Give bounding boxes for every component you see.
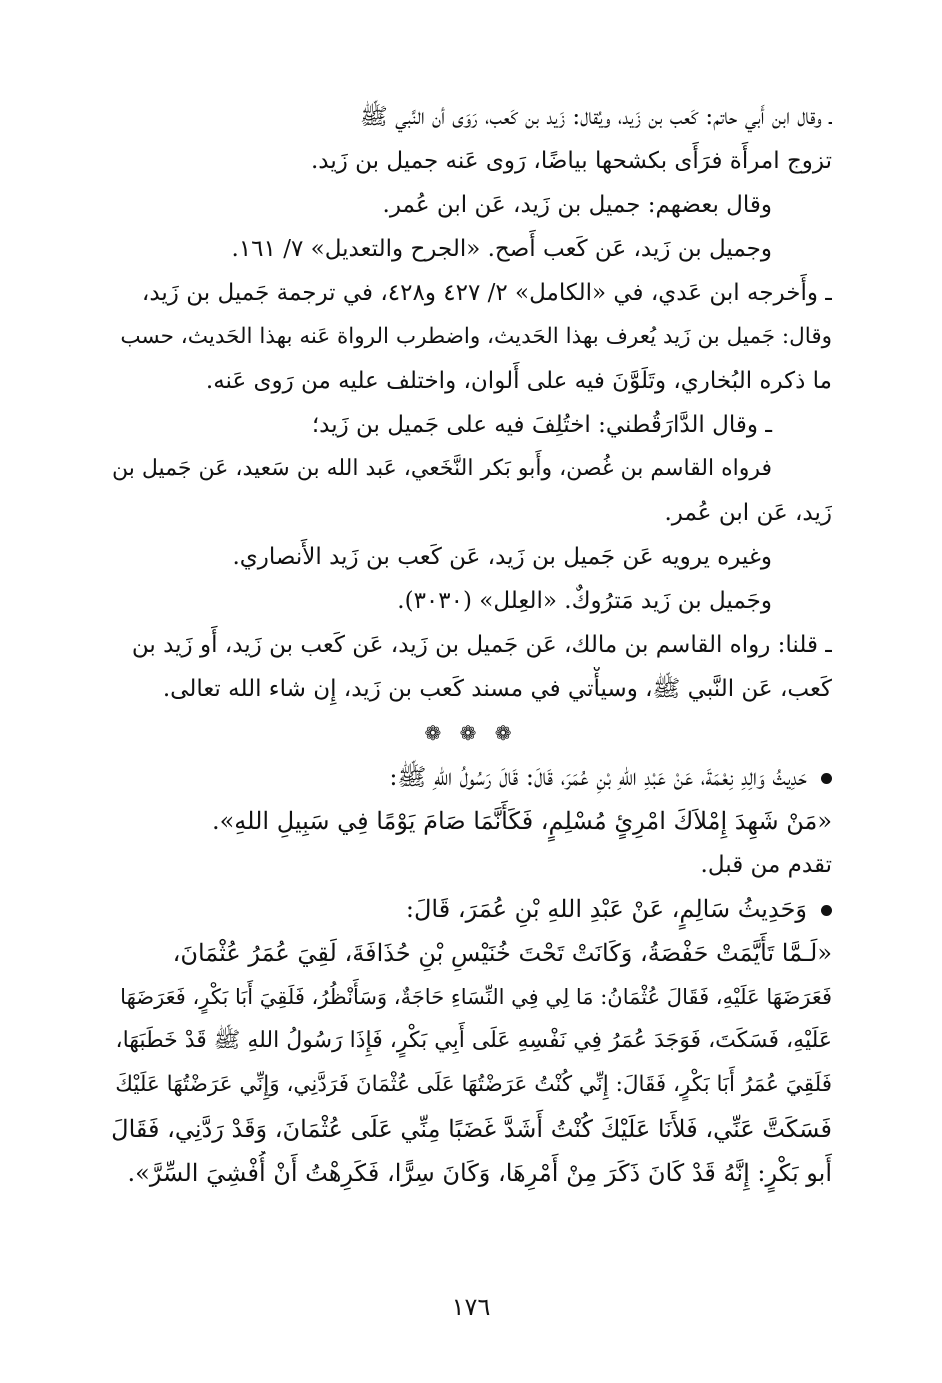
hadith-text-line: فَعَرَضَهَا عَلَيْهِ، فَقَالَ عُثْمَانُ: مَا لِي فِي النِّسَاءِ حَاجَةٌ، وَسَأَنْظُرُ، فَلَقِيَ أَبَا بَكْرٍ، فَعَرَضَهَا [120,985,832,1009]
bullet-icon [821,905,832,916]
text-line: ـ وقال ابن أَبي حاتم: كَعب بن زَيد، ويُقال: زَيد بن كَعب، رَوَى أن النَّبي ﷺ [359,104,832,130]
bullet-icon [821,773,832,784]
text-line: ما ذكره البُخاري، وتَلَوَّنَ فيه على أَلوان، واختلف عليه من رَوى عَنه. [205,368,832,394]
text-line: وقال: جَميل بن زَيد يُعرف بهذا الحَديث، واضطرب الرواة عَنه بهذا الحَديث، حسب [120,324,832,349]
text-line: كَعب، عَن النَّبي ﷺ، وسيأْتي في مسند كَعب بن زَيد، إِن شاء الله تعالى. [162,676,832,702]
text-line: ـ وأَخرجه ابن عَدي، في «الكامل» ٢/ ٤٢٧ و٤٢٨، في ترجمة جَميل بن زَيد، [141,280,832,306]
hadith-heading-text: وَحَدِيثُ سَالِمٍ، عَنْ عَبْدِ اللهِ بْنِ عُمَرَ، قَالَ: [405,895,807,923]
text-line: وجَميل بن زَيد مَترُوكٌ. «العِلل» (٣٠٣٠). [397,588,772,614]
text-line: ـ وقال الدَّارَقُطني: اختُلِفَ فيه على جَميل بن زَيد؛ [311,412,772,438]
hadith-text-line: عَلَيْهِ، فَسَكَتَ، فَوَجَدَ عُمَرُ فِي نَفْسِهِ عَلَى أَبِي بَكْرٍ، فَإِذَا رَسُولُ اللهِ ﷺ قَدْ خَطَبَهَا، [115,1028,832,1053]
hadith-heading [110,887,832,931]
text-line: تزوج امرأَة فرَأَى بكشحها بياضًا، رَوى عَنه جميل بن زَيد. [310,148,832,174]
hadith-text-line: فَسَكَتَّ عَنِّي، فَلأَنَا عَلَيْكَ كُنْتُ أَشَدَّ غَضَبًا مِنِّي عَلَى عُثْمَانَ، وَقَدْ رَدَّنِي، فَقَالَ [111,1115,832,1143]
text-line: وقال بعضهم: جميل بن زَيد، عَن ابن عُمر. [382,192,772,218]
page-number: ١٧٦ [451,1293,491,1321]
text-line: ـ قلنا: رواه القاسم بن مالك، عَن جَميل بن زَيد، عَن كَعب بن زَيد، أَو زَيد بن [131,632,832,658]
page-body [110,95,832,1195]
hadith-heading-text: حَدِيثُ وَالِدِ نِعْمَةَ، عَنْ عَبْدِ اللهِ بْنِ عُمَرَ، قَالَ: قَالَ رَسُولُ اللهِ ﷺ: [389,763,807,791]
hadith-text-line: أَبو بَكْرٍ: إِنَّهُ قَدْ كَانَ ذَكَرَ مِنْ أَمْرِهَا، وَكَانَ سِرًّا، فَكَرِهْتُ أَنْ أُفْشِيَ السِّرَّ». [127,1159,832,1187]
text-line: فرواه القاسم بن غُصن، وأَبو بَكر النَّخَعي، عَبد الله بن سَعيد، عَن جَميل بن [112,456,772,481]
text-line: زَيد، عَن ابن عُمر. [664,500,832,526]
hadith-text-line: «لَـمَّا تَأَيَّمَتْ حَفْصَةُ، وَكَانَتْ تَحْتَ خُنَيْسِ بْنِ حُذَافَةَ، لَقِيَ عُمَرُ عُثْمَانَ، [172,939,832,967]
text-line: وجميل بن زَيد، عَن كَعب أَصح. «الجرح والتعديل» ٧/ ١٦١. [231,236,772,262]
hadith-text-line: فَلَقِيَ عُمَرُ أَبَا بَكْرٍ، فَقَالَ: إِنِّي كُنْتُ عَرَضْتُهَا عَلَى عُثْمَانَ فَرَدَّنِي، وَإِنِّي عَرَضْتُهَا عَلَيْكَ [115,1072,832,1097]
hadith-text: «مَنْ شَهِدَ إِمْلاَكَ امْرِئٍ مُسْلِمٍ، فَكَأَنَّمَا صَامَ يَوْمًا فِي سَبِيلِ اللهِ». [211,807,832,835]
text-line: وغيره يرويه عَن جَميل بن زَيد، عَن كَعب بن زَيد الأَنصاري. [232,544,772,570]
section-separator: ❁ ❁ ❁ [424,721,518,745]
hadith-heading [110,755,832,799]
hadith-note: تقدم من قبل. [700,852,832,878]
